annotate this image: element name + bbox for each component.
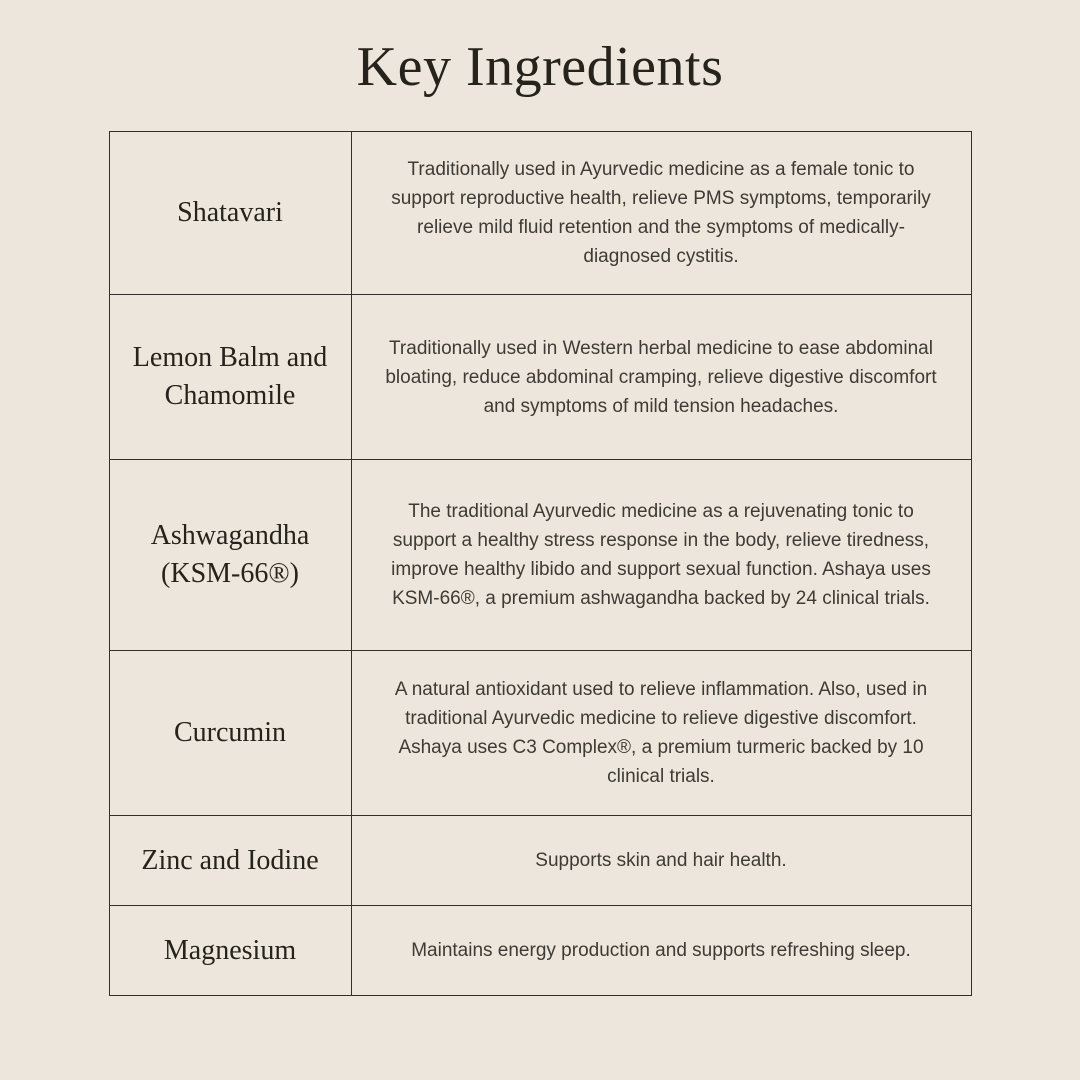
ingredient-description-cell: Supports skin and hair health. [351,816,971,906]
table-row [109,816,971,906]
ingredient-name-cell: Ashwagandha (KSM-66®) [109,460,351,651]
ingredient-name-cell: Curcumin [109,651,351,816]
ingredient-description-cell: A natural antioxidant used to relieve inflammation. Also, used in traditional Ayurvedic medicine to relieve digestive discomfort. Ashaya uses C3 Complex®, a premium turmeric backed by 10 clinical trials. [351,651,971,816]
ingredient-name-cell: Lemon Balm and Chamomile [109,295,351,460]
ingredient-description-cell: Maintains energy production and supports refreshing sleep. [351,906,971,996]
ingredients-table [109,131,972,996]
table-row [109,651,971,816]
ingredient-name-cell: Zinc and Iodine [109,816,351,906]
ingredient-description-cell: Traditionally used in Ayurvedic medicine as a female tonic to support reproductive health, relieve PMS symptoms, temporarily relieve mild fluid retention and the symptoms of medically-diagnosed cystitis. [351,132,971,295]
table-row [109,132,971,295]
table-row [109,295,971,460]
table-row [109,906,971,996]
ingredient-description-cell: Traditionally used in Western herbal medicine to ease abdominal bloating, reduce abdominal cramping, relieve digestive discomfort and symptoms of mild tension headaches. [351,295,971,460]
ingredient-name-cell: Magnesium [109,906,351,996]
table-row [109,460,971,651]
ingredient-description-cell: The traditional Ayurvedic medicine as a rejuvenating tonic to support a healthy stress response in the body, relieve tiredness, improve healthy libido and support sexual function. Ashaya uses KSM-66®, a premium ashwagandha backed by 24 clinical trials. [351,460,971,651]
page-title: Key Ingredients [356,36,724,98]
ingredient-name-cell: Shatavari [109,132,351,295]
